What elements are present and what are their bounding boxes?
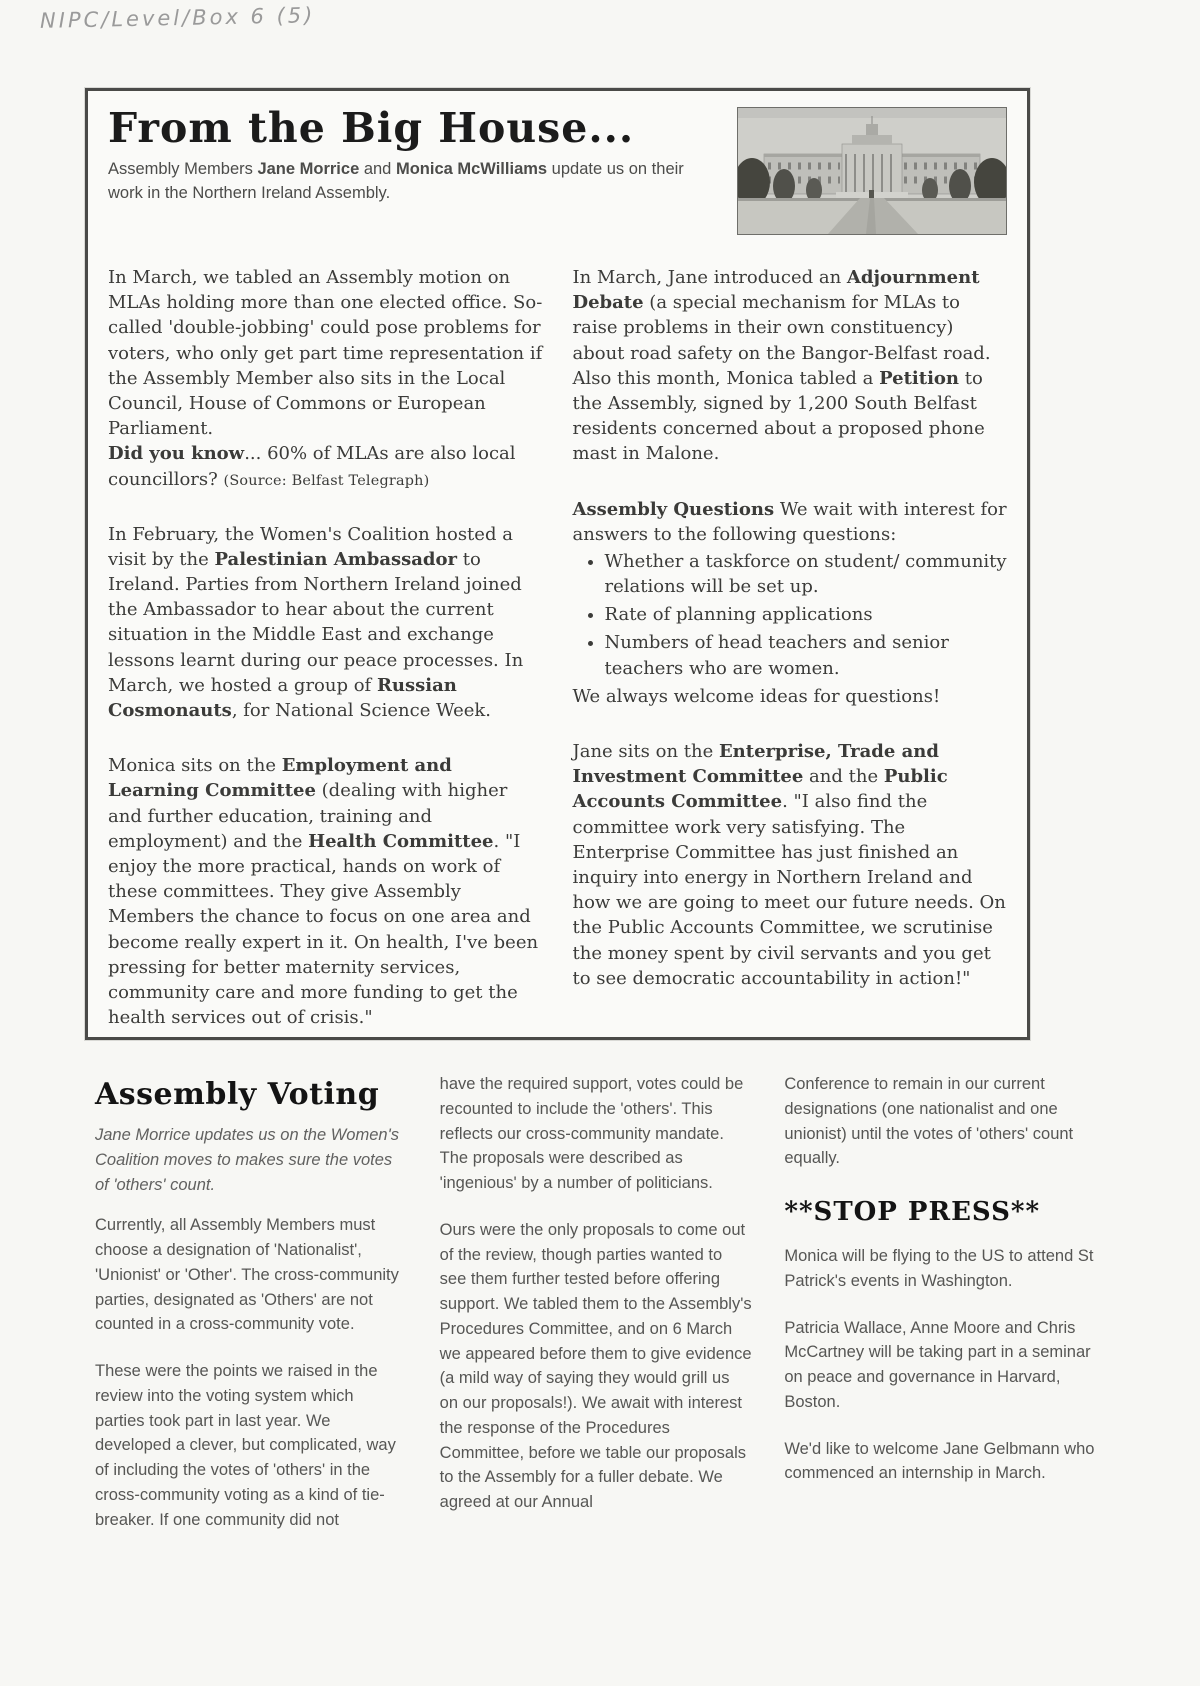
paragraph-jane-committees: Jane sits on the Enterprise, Trade and Investment Committee and the Public Accounts Committee. "I also find the committee work very satisfying. The Enterprise Committee has just finished an inquiry into energy in Northern Ireland and how we are going to meet our future needs. On the Public Accounts Committee, we scrutinise the money spent by civil servants and you get to see democratic accountability in action!" <box>572 741 1006 989</box>
paragraph-recount: have the required support, votes could be recounted to include the 'others'. This reflects our cross-community mandate. The proposals were described as 'ingenious' by a number of politicians. <box>439 1075 744 1192</box>
newsletter-article-box <box>85 88 1030 1040</box>
paragraph-ambassador: In February, the Women's Coalition hosted a visit by the Palestinian Ambassador to Ireland. Parties from Northern Ireland joined the Ambassador to hear about the current situation in the Middle East and exchange lessons learnt during our peace processes. In March, we hosted a group of Russian Cosmonauts, for National Science Week. <box>108 523 524 721</box>
paragraph-assembly-questions: Assembly Questions We wait with interest for answers to the following questions: <box>572 498 1007 545</box>
paragraph-designations: Currently, all Assembly Members must choose a designation of 'Nationalist', 'Unionist' or 'Other'. The cross-community parties, designated as 'Others' are not counted in a cross-community vote. <box>95 1216 399 1334</box>
list-item: • Numbers of head teachers and senior teachers who are women. <box>605 630 1008 680</box>
paragraph-washington: Monica will be flying to the US to attend St Patrick's events in Washington. <box>784 1247 1094 1290</box>
article-column-left <box>108 265 543 1057</box>
paragraph-procedures-committee: Ours were the only proposals to come out of the review, though parties wanted to see them further tested before offering support. We tabled them to the Assembly's Procedures Committee, and on 6 March we appeared before them to give evidence (a mild way of saying they would grill us on our proposals!). We await with interest the response of the Procedures Committee, before we table our proposals to the Assembly for a fuller debate. We agreed at our Annual <box>439 1220 752 1511</box>
list-item: • Rate of planning applications <box>605 602 1008 627</box>
article-header <box>108 105 1007 235</box>
paragraph-questions-outro: We always welcome ideas for questions! <box>572 685 941 707</box>
voting-column-1 <box>95 1072 408 1554</box>
voting-column-2 <box>440 1072 753 1554</box>
article-header-text <box>108 105 737 206</box>
paragraph-motion: In March, we tabled an Assembly motion on MLAs holding more than one elected office. So-called 'double-jobbing' could pose problems for voters, who only get part time representation if the Assembly Member also sits in the Local Council, House of Commons or European Parliament. Did you know... 60% of MLAs are also local councillors? (Source: Belfast Telegraph) <box>108 267 543 490</box>
article-standfirst: Assembly Members Jane Morrice and Monica McWilliams update us on their work in the Northern Ireland Assembly. <box>108 160 684 202</box>
paragraph-adjournment: In March, Jane introduced an Adjournment Debate (a special mechanism for MLAs to raise problems in their own constituency) about road safety on the Bangor-Belfast road. Also this month, Monica tabled a Petition to the Assembly, signed by 1,200 South Belfast residents concerned about a proposed phone mast in Malone. <box>572 267 991 465</box>
paragraph-internship: We'd like to welcome Jane Gelbmann who commenced an internship in March. <box>784 1439 1095 1483</box>
voting-column-3 <box>784 1072 1097 1554</box>
assembly-voting-heading: Assembly Voting <box>95 1077 380 1112</box>
stop-press-heading: **STOP PRESS** <box>784 1197 1041 1227</box>
stormont-parliament-buildings-photo <box>737 107 1007 235</box>
paragraph-harvard-seminar: Patricia Wallace, Anne Moore and Chris McCartney will be taking part in a seminar on peace and governance in Harvard, Boston. <box>784 1318 1091 1411</box>
paragraph-review-points: These were the points we raised in the review into the voting system which parties took part in last year. We developed a clever, but complicated, way of including the votes of 'others' in the cross-community voting as a kind of tie-breaker. If one community did not <box>95 1362 396 1529</box>
assembly-questions-list <box>583 549 1008 681</box>
paragraph-monica-committees: Monica sits on the Employment and Learning Committee (dealing with higher and further education, training and employment) and the Health Committee. "I enjoy the more practical, hands on work of these committees. They give Assembly Members the chance to focus on one area and become really expert in it. On health, I've been pressing for better maternity services, community care and more funding to get the health services out of crisis." <box>108 755 539 1029</box>
handwritten-annotation: NIPC/Level/Box 6 (5) <box>39 3 316 33</box>
assembly-voting-section <box>95 1072 1097 1554</box>
article-column-right <box>573 265 1008 1057</box>
article-body <box>108 265 1007 1057</box>
voting-standfirst: Jane Morrice updates us on the Women's Coalition moves to makes sure the votes of 'others' count. <box>95 1126 399 1194</box>
paragraph-conference: Conference to remain in our current designations (one nationalist and one unionist) until the votes of 'others' count equally. <box>784 1075 1074 1168</box>
article-title: From the Big House... <box>108 104 635 152</box>
list-item: • Whether a taskforce on student/ community relations will be set up. <box>605 549 1008 599</box>
